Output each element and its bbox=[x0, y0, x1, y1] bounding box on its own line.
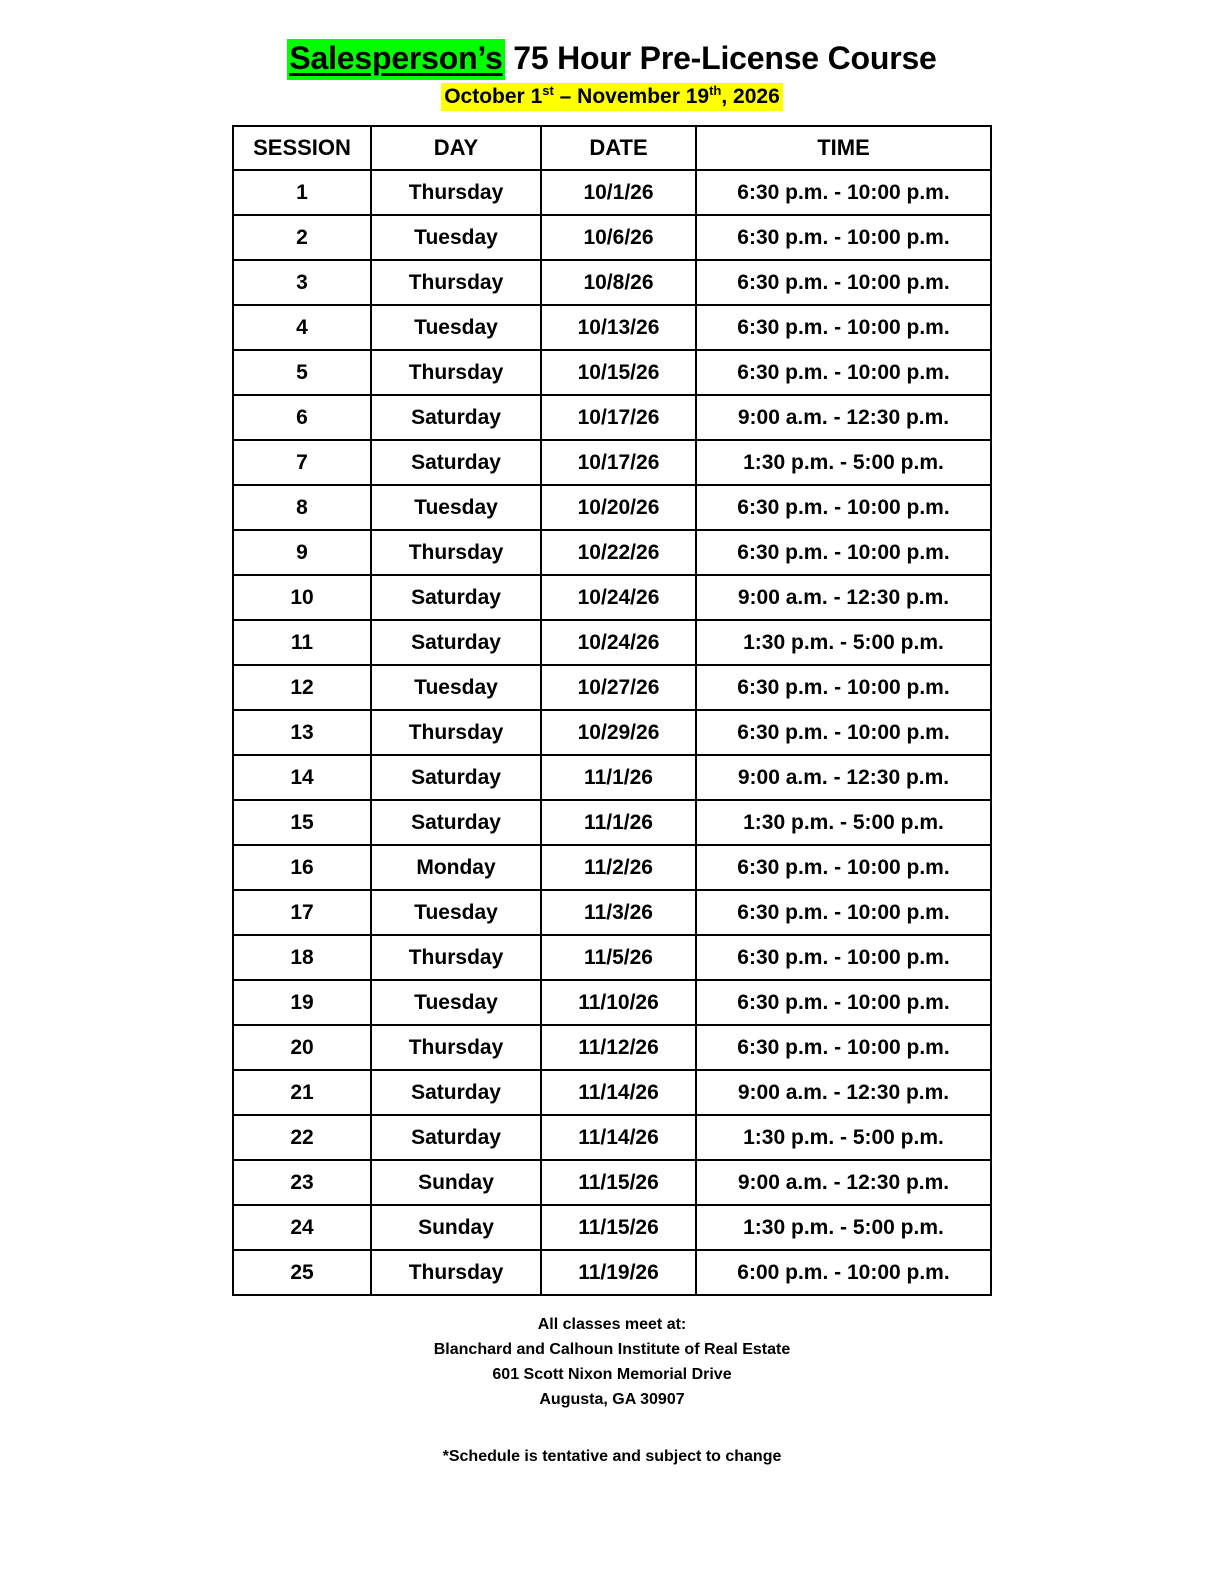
cell-date: 11/3/26 bbox=[541, 890, 696, 935]
footer-block bbox=[0, 1312, 1224, 1469]
cell-date: 11/2/26 bbox=[541, 845, 696, 890]
cell-session: 6 bbox=[233, 395, 371, 440]
cell-date: 10/29/26 bbox=[541, 710, 696, 755]
schedule-table-wrapper bbox=[0, 125, 1224, 1296]
table-row bbox=[233, 620, 991, 665]
cell-time: 9:00 a.m. - 12:30 p.m. bbox=[696, 755, 991, 800]
table-row bbox=[233, 1205, 991, 1250]
table-row bbox=[233, 575, 991, 620]
table-row bbox=[233, 890, 991, 935]
cell-day: Tuesday bbox=[371, 485, 541, 530]
date-range-highlight bbox=[441, 83, 783, 111]
cell-date: 11/14/26 bbox=[541, 1115, 696, 1160]
cell-date: 10/27/26 bbox=[541, 665, 696, 710]
cell-time: 6:30 p.m. - 10:00 p.m. bbox=[696, 305, 991, 350]
cell-session: 19 bbox=[233, 980, 371, 1025]
cell-day: Sunday bbox=[371, 1205, 541, 1250]
cell-date: 10/24/26 bbox=[541, 620, 696, 665]
cell-day: Tuesday bbox=[371, 215, 541, 260]
table-row bbox=[233, 1070, 991, 1115]
cell-day: Saturday bbox=[371, 800, 541, 845]
cell-session: 21 bbox=[233, 1070, 371, 1115]
date-range-part3: , 2026 bbox=[721, 85, 780, 108]
column-header-day: DAY bbox=[371, 126, 541, 170]
cell-session: 11 bbox=[233, 620, 371, 665]
cell-day: Tuesday bbox=[371, 305, 541, 350]
cell-time: 1:30 p.m. - 5:00 p.m. bbox=[696, 1115, 991, 1160]
cell-day: Thursday bbox=[371, 935, 541, 980]
cell-session: 9 bbox=[233, 530, 371, 575]
cell-time: 1:30 p.m. - 5:00 p.m. bbox=[696, 800, 991, 845]
footer-line-meet-at: All classes meet at: bbox=[537, 1316, 687, 1333]
table-row bbox=[233, 350, 991, 395]
table-row bbox=[233, 845, 991, 890]
cell-day: Sunday bbox=[371, 1160, 541, 1205]
table-row bbox=[233, 1160, 991, 1205]
title-block bbox=[0, 0, 1224, 111]
cell-time: 6:30 p.m. - 10:00 p.m. bbox=[696, 845, 991, 890]
cell-time: 6:30 p.m. - 10:00 p.m. bbox=[696, 485, 991, 530]
cell-day: Saturday bbox=[371, 440, 541, 485]
cell-day: Thursday bbox=[371, 530, 541, 575]
date-range-part2: – November 19 bbox=[553, 85, 710, 108]
cell-time: 6:30 p.m. - 10:00 p.m. bbox=[696, 710, 991, 755]
table-row bbox=[233, 260, 991, 305]
cell-date: 10/1/26 bbox=[541, 170, 696, 215]
cell-date: 11/15/26 bbox=[541, 1205, 696, 1250]
cell-date: 10/8/26 bbox=[541, 260, 696, 305]
cell-session: 8 bbox=[233, 485, 371, 530]
cell-session: 22 bbox=[233, 1115, 371, 1160]
schedule-table-body bbox=[233, 170, 991, 1295]
cell-time: 6:30 p.m. - 10:00 p.m. bbox=[696, 1025, 991, 1070]
cell-date: 11/10/26 bbox=[541, 980, 696, 1025]
schedule-table bbox=[232, 125, 992, 1296]
cell-day: Saturday bbox=[371, 755, 541, 800]
cell-session: 16 bbox=[233, 845, 371, 890]
cell-day: Saturday bbox=[371, 1115, 541, 1160]
cell-session: 2 bbox=[233, 215, 371, 260]
footer-line-city-state-zip: Augusta, GA 30907 bbox=[539, 1391, 685, 1408]
cell-date: 10/17/26 bbox=[541, 440, 696, 485]
cell-session: 12 bbox=[233, 665, 371, 710]
date-range-subtitle bbox=[0, 83, 1224, 111]
cell-session: 24 bbox=[233, 1205, 371, 1250]
cell-day: Thursday bbox=[371, 170, 541, 215]
cell-time: 1:30 p.m. - 5:00 p.m. bbox=[696, 1205, 991, 1250]
cell-session: 4 bbox=[233, 305, 371, 350]
footer-line-street: 601 Scott Nixon Memorial Drive bbox=[492, 1366, 732, 1383]
footer-line-institute: Blanchard and Calhoun Institute of Real Estate bbox=[433, 1341, 791, 1358]
cell-date: 11/19/26 bbox=[541, 1250, 696, 1295]
date-range-sup1: st bbox=[542, 83, 554, 98]
cell-day: Tuesday bbox=[371, 665, 541, 710]
table-row bbox=[233, 170, 991, 215]
cell-date: 11/1/26 bbox=[541, 755, 696, 800]
cell-session: 7 bbox=[233, 440, 371, 485]
cell-time: 9:00 a.m. - 12:30 p.m. bbox=[696, 395, 991, 440]
cell-day: Monday bbox=[371, 845, 541, 890]
cell-time: 6:30 p.m. - 10:00 p.m. bbox=[696, 980, 991, 1025]
cell-session: 23 bbox=[233, 1160, 371, 1205]
cell-session: 15 bbox=[233, 800, 371, 845]
cell-session: 17 bbox=[233, 890, 371, 935]
cell-day: Thursday bbox=[371, 1250, 541, 1295]
table-row bbox=[233, 1025, 991, 1070]
cell-date: 11/14/26 bbox=[541, 1070, 696, 1115]
cell-date: 11/12/26 bbox=[541, 1025, 696, 1070]
cell-day: Saturday bbox=[371, 395, 541, 440]
table-row bbox=[233, 800, 991, 845]
cell-date: 11/15/26 bbox=[541, 1160, 696, 1205]
cell-day: Tuesday bbox=[371, 890, 541, 935]
cell-session: 10 bbox=[233, 575, 371, 620]
table-row bbox=[233, 530, 991, 575]
cell-time: 6:30 p.m. - 10:00 p.m. bbox=[696, 170, 991, 215]
cell-date: 10/6/26 bbox=[541, 215, 696, 260]
date-range-sup2: th bbox=[709, 83, 722, 98]
cell-date: 10/20/26 bbox=[541, 485, 696, 530]
cell-session: 14 bbox=[233, 755, 371, 800]
schedule-table-head bbox=[233, 126, 991, 170]
cell-time: 1:30 p.m. - 5:00 p.m. bbox=[696, 620, 991, 665]
column-header-session: SESSION bbox=[233, 126, 371, 170]
cell-day: Tuesday bbox=[371, 980, 541, 1025]
column-header-date: DATE bbox=[541, 126, 696, 170]
cell-time: 6:00 p.m. - 10:00 p.m. bbox=[696, 1250, 991, 1295]
cell-day: Saturday bbox=[371, 620, 541, 665]
cell-date: 10/15/26 bbox=[541, 350, 696, 395]
cell-time: 6:30 p.m. - 10:00 p.m. bbox=[696, 530, 991, 575]
table-row bbox=[233, 1115, 991, 1160]
cell-session: 13 bbox=[233, 710, 371, 755]
cell-time: 6:30 p.m. - 10:00 p.m. bbox=[696, 215, 991, 260]
table-row bbox=[233, 395, 991, 440]
cell-time: 6:30 p.m. - 10:00 p.m. bbox=[696, 665, 991, 710]
cell-day: Saturday bbox=[371, 575, 541, 620]
page-title bbox=[0, 38, 1224, 78]
cell-date: 10/24/26 bbox=[541, 575, 696, 620]
column-header-time: TIME bbox=[696, 126, 991, 170]
table-row bbox=[233, 305, 991, 350]
cell-day: Saturday bbox=[371, 1070, 541, 1115]
table-row bbox=[233, 440, 991, 485]
cell-time: 6:30 p.m. - 10:00 p.m. bbox=[696, 350, 991, 395]
cell-date: 11/1/26 bbox=[541, 800, 696, 845]
table-row bbox=[233, 710, 991, 755]
cell-session: 5 bbox=[233, 350, 371, 395]
cell-date: 10/13/26 bbox=[541, 305, 696, 350]
cell-day: Thursday bbox=[371, 710, 541, 755]
table-row bbox=[233, 935, 991, 980]
cell-session: 25 bbox=[233, 1250, 371, 1295]
table-row bbox=[233, 980, 991, 1025]
table-row bbox=[233, 215, 991, 260]
cell-session: 18 bbox=[233, 935, 371, 980]
cell-time: 9:00 a.m. - 12:30 p.m. bbox=[696, 575, 991, 620]
table-row bbox=[233, 755, 991, 800]
cell-day: Thursday bbox=[371, 1025, 541, 1070]
cell-time: 1:30 p.m. - 5:00 p.m. bbox=[696, 440, 991, 485]
cell-time: 9:00 a.m. - 12:30 p.m. bbox=[696, 1160, 991, 1205]
table-row bbox=[233, 1250, 991, 1295]
page-title-rest: 75 Hour Pre-License Course bbox=[504, 40, 937, 76]
cell-time: 6:30 p.m. - 10:00 p.m. bbox=[696, 890, 991, 935]
cell-time: 6:30 p.m. - 10:00 p.m. bbox=[696, 260, 991, 305]
cell-date: 10/17/26 bbox=[541, 395, 696, 440]
page-title-highlight: Salesperson’s bbox=[287, 39, 504, 80]
cell-session: 1 bbox=[233, 170, 371, 215]
cell-session: 3 bbox=[233, 260, 371, 305]
footer-disclaimer-note: *Schedule is tentative and subject to change bbox=[442, 1448, 782, 1465]
cell-session: 20 bbox=[233, 1025, 371, 1070]
cell-day: Thursday bbox=[371, 350, 541, 395]
cell-day: Thursday bbox=[371, 260, 541, 305]
table-row bbox=[233, 485, 991, 530]
cell-time: 9:00 a.m. - 12:30 p.m. bbox=[696, 1070, 991, 1115]
table-row bbox=[233, 665, 991, 710]
cell-date: 10/22/26 bbox=[541, 530, 696, 575]
date-range-part1: October 1 bbox=[444, 85, 543, 108]
cell-date: 11/5/26 bbox=[541, 935, 696, 980]
cell-time: 6:30 p.m. - 10:00 p.m. bbox=[696, 935, 991, 980]
table-header-row bbox=[233, 126, 991, 170]
